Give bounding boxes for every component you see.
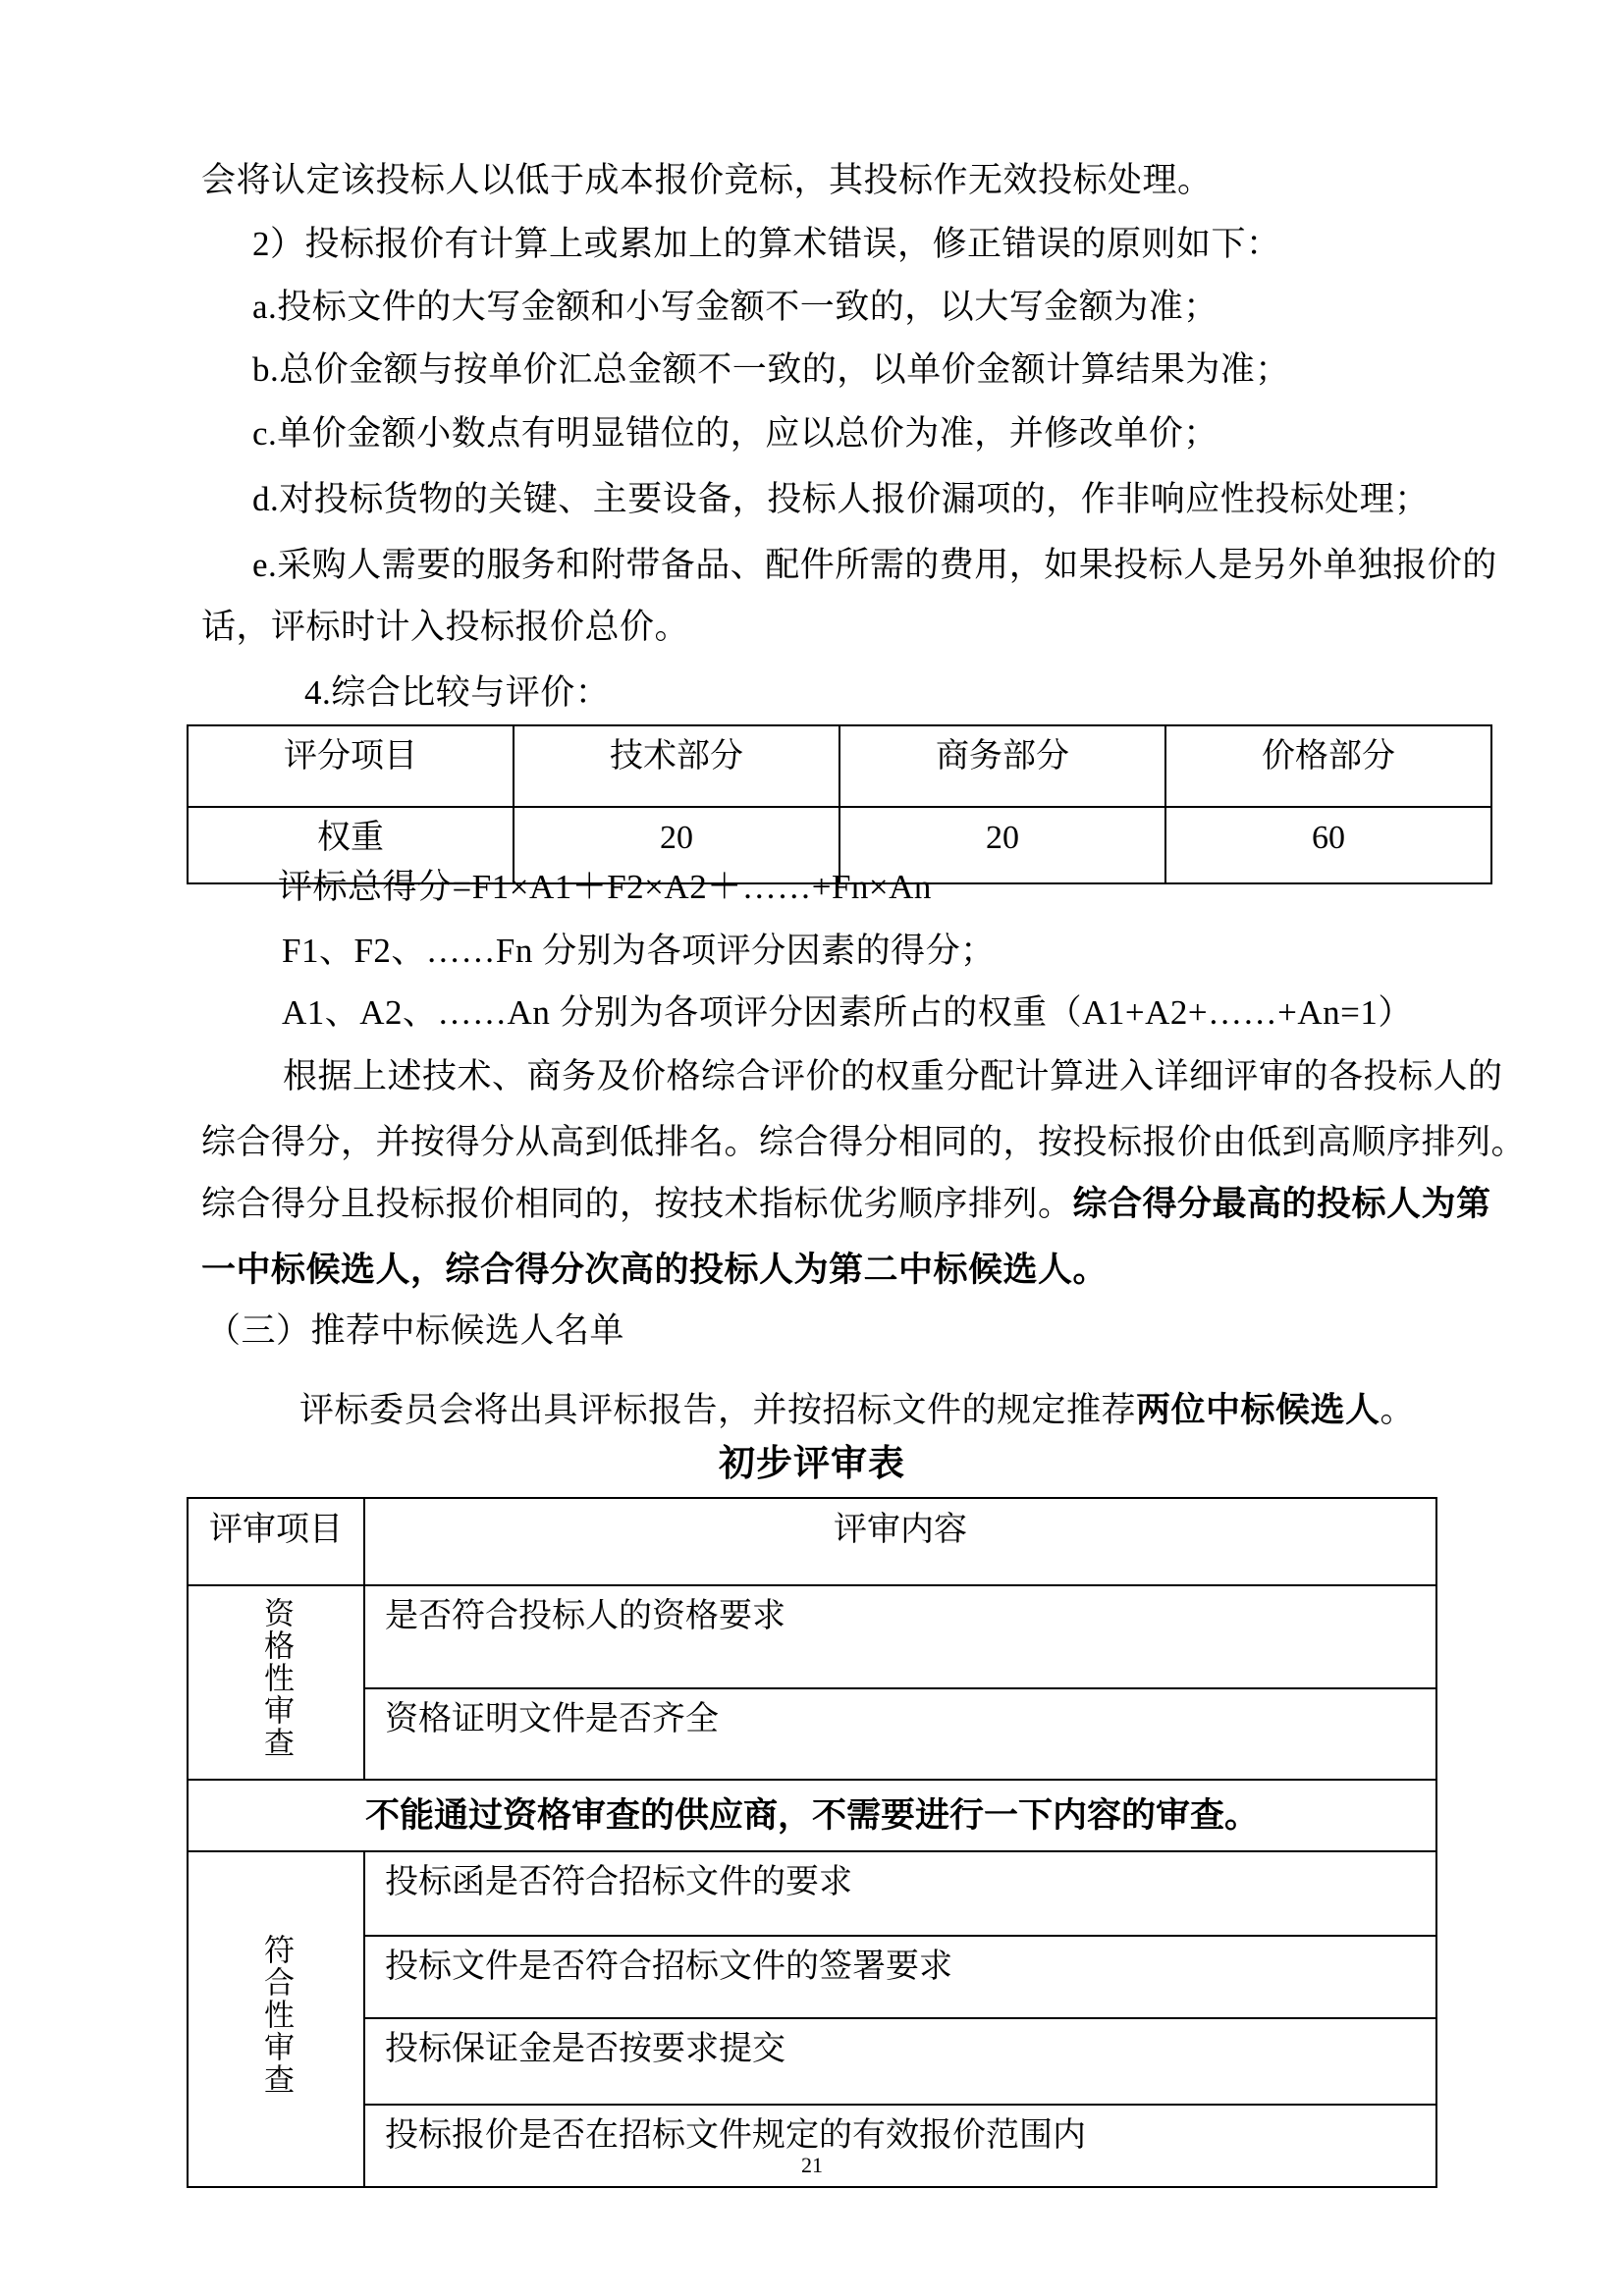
paragraph-text: 根据上述技术、商务及价格综合评价的权重分配计算进入详细评审的各投标人的 [283, 1057, 1503, 1095]
cell-weight-value: 20 [514, 807, 839, 883]
paragraph-line [252, 545, 1497, 586]
group-label-cell [188, 1585, 364, 1780]
table-row [188, 2018, 1436, 2105]
paragraph-line [201, 1184, 1491, 1225]
paragraph-text: F1、F2、……Fn 分别为各项评分因素的得分； [282, 932, 996, 970]
paragraph-line [252, 224, 1281, 265]
table-header-row [188, 1498, 1436, 1585]
formula-text: 评标总得分=F1×A1＋F2×A2＋……+Fn×An [278, 868, 932, 906]
paragraph-text: 。 [1380, 1391, 1416, 1429]
paragraph-text: 综合得分且投标报价相同的，按技术指标优劣顺序排列。 [201, 1185, 1073, 1223]
review-content-cell: 投标函是否符合招标文件的要求 [364, 1851, 1436, 1936]
table-row [188, 1688, 1436, 1780]
table-row [188, 1585, 1436, 1688]
table-row [188, 1851, 1436, 1936]
header-cell: 商务部分 [839, 725, 1165, 807]
paragraph-line [299, 1390, 1415, 1431]
review-content-cell: 投标文件是否符合招标文件的签署要求 [364, 1936, 1436, 2018]
vertical-label: 符合性审查 [259, 1933, 294, 2096]
paragraph-text: 会将认定该投标人以低于成本报价竞标，其投标作无效投标处理。 [201, 161, 1213, 199]
paragraph-text: A1、A2、……An 分别为各项评分因素所占的权重（A1+A2+……+An=1） [282, 993, 1413, 1032]
header-cell: 评审内容 [364, 1498, 1436, 1585]
table-row [188, 1936, 1436, 2018]
cell-weight-value: 20 [839, 807, 1165, 883]
paragraph-line [252, 349, 1290, 391]
header-cell: 评审项目 [188, 1498, 364, 1585]
header-cell: 评分项目 [188, 725, 514, 807]
paragraph-text: e.采购人需要的服务和附带备品、配件所需的费用，如果投标人是另外单独报价的 [252, 546, 1497, 584]
cell-weight-value: 60 [1165, 807, 1491, 883]
paragraph-line [304, 672, 610, 714]
paragraph-text: 2）投标报价有计算上或累加上的算术错误，修正错误的原则如下： [252, 225, 1281, 263]
paragraph-line [283, 1056, 1503, 1097]
paragraph-text: b.总价金额与按单价汇总金额不一致的，以单价金额计算结果为准； [252, 350, 1290, 389]
page-number: 21 [801, 2153, 823, 2177]
vertical-label: 资格性审查 [259, 1596, 294, 1759]
preliminary-review-table [187, 1497, 1437, 2188]
paragraph-text: 综合得分，并按得分从高到低排名。综合得分相同的，按投标报价由低到高顺序排列。 [201, 1123, 1527, 1161]
group-label-cell [188, 1851, 364, 2187]
header-cell: 价格部分 [1165, 725, 1491, 807]
paragraph-text: a.投标文件的大写金额和小写金额不一致的，以大写金额为准； [252, 288, 1218, 326]
cell-weight-label: 权重 [188, 807, 514, 883]
formula-line [278, 867, 932, 908]
paragraph-text: 评标委员会将出具评标报告，并按招标文件的规定推荐 [299, 1391, 1137, 1429]
paragraph-line [252, 413, 1218, 454]
paragraph-text: 4.综合比较与评价： [304, 673, 611, 712]
paragraph-line [282, 931, 996, 972]
paragraph-line [282, 992, 1413, 1034]
notice-cell: 不能通过资格审查的供应商，不需要进行一下内容的审查。 [188, 1780, 1436, 1851]
paragraph-line [201, 1250, 1108, 1291]
paragraph-line [201, 607, 689, 648]
table-notice-row [188, 1780, 1436, 1851]
header-cell: 技术部分 [514, 725, 839, 807]
review-content-cell: 资格证明文件是否齐全 [364, 1688, 1436, 1780]
paragraph-line [252, 287, 1218, 328]
table-title: 初步评审表 [719, 1444, 905, 1484]
paragraph-line [252, 479, 1430, 520]
review-content-cell: 是否符合投标人的资格要求 [364, 1585, 1436, 1688]
paragraph-text: d.对投标货物的关键、主要设备，投标人报价漏项的，作非响应性投标处理； [252, 480, 1430, 518]
paragraph-line [201, 1122, 1526, 1163]
table-header-row [188, 725, 1491, 807]
paragraph-text-bold: 一中标候选人，综合得分次高的投标人为第二中标候选人。 [201, 1251, 1109, 1289]
section-heading [206, 1310, 624, 1352]
paragraph-text-bold: 综合得分最高的投标人为第 [1072, 1185, 1491, 1223]
paragraph-text-bold: 两位中标候选人 [1136, 1391, 1380, 1429]
section-heading-text: （三）推荐中标候选人名单 [206, 1311, 625, 1350]
paragraph-text: c.单价金额小数点有明显错位的，应以总价为准，并修改单价； [252, 414, 1218, 453]
review-content-cell: 投标保证金是否按要求提交 [364, 2018, 1436, 2105]
review-content-cell: 投标报价是否在招标文件规定的有效报价范围内 [364, 2105, 1436, 2187]
paragraph-line [201, 160, 1213, 201]
score-weight-table [187, 724, 1492, 884]
paragraph-text: 话，评标时计入投标报价总价。 [201, 608, 690, 646]
